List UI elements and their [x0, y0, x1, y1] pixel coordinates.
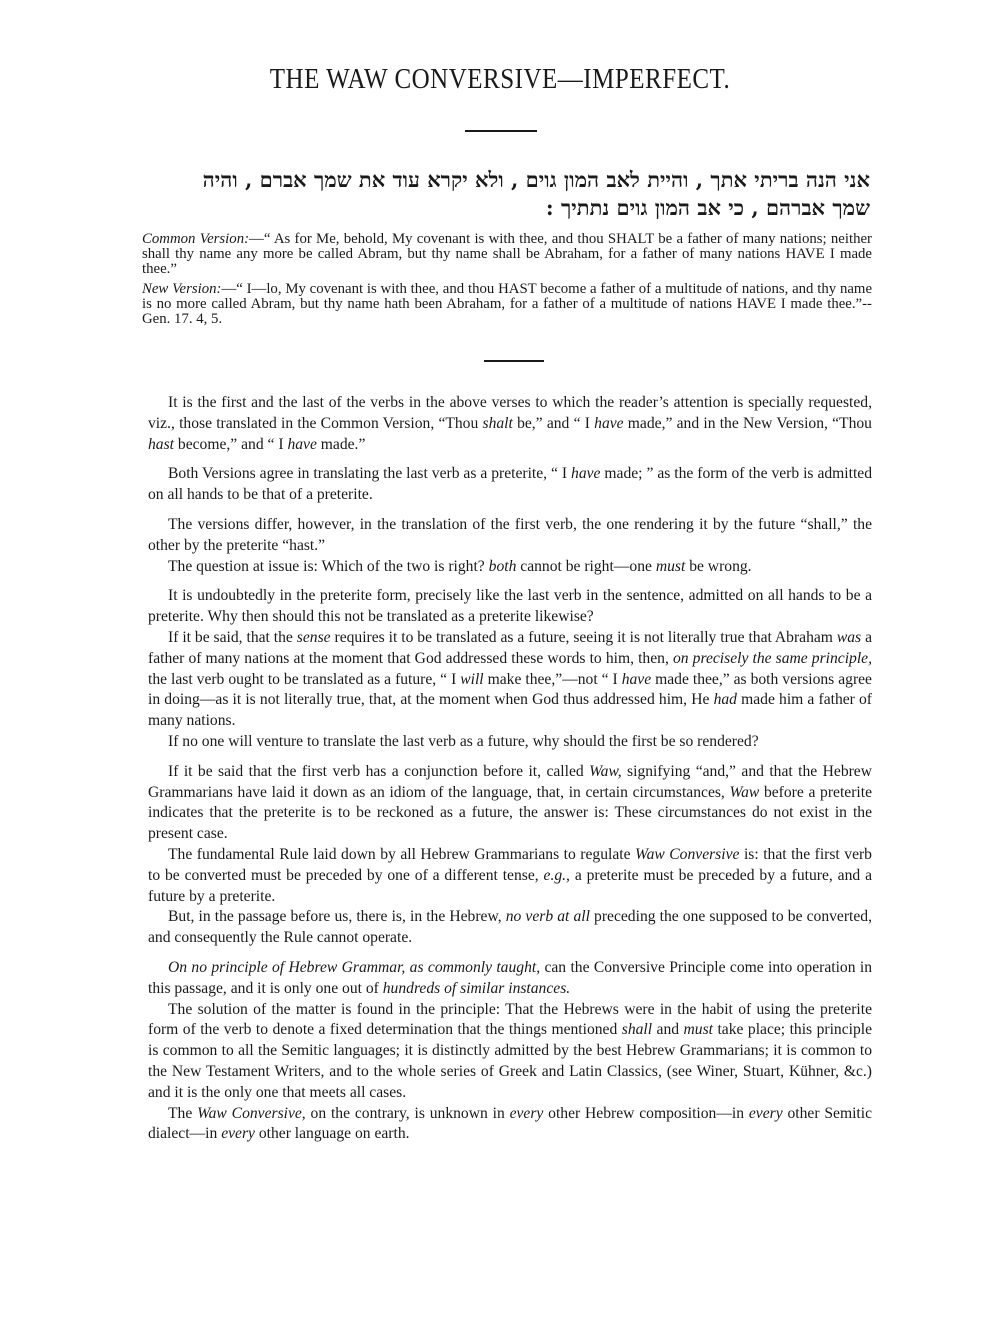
paragraph-5: [148, 586, 872, 628]
new-version-text: —“ I—lo, My covenant is with thee, and thou HAST become a father of a multitude of nations, and thy name is no more called Abram, but thy name hath been Abraham, for a father of a multitude of nations HAVE I made thee.”--Gen. 17. 4, 5.: [142, 281, 873, 327]
paragraph-text: become,” and “ I: [174, 435, 288, 453]
emphasis-text: shalt: [482, 414, 513, 432]
emphasis-text: have: [287, 435, 317, 453]
paragraph-12: [148, 1000, 872, 1104]
paragraph-text: The solution of the matter is found in the principle: That the Hebrews were in the habit of using the preterite form of the verb to denote a fixed determination that the things mentioned: [148, 1000, 872, 1039]
paragraph-text: If it be said, that the: [168, 628, 297, 646]
emphasis-text: no verb at all: [505, 908, 590, 926]
paragraph-text: a father of many nations at the moment that God addressed these words to him, then,: [148, 628, 872, 667]
emphasis-text: hundreds of similar instances.: [382, 979, 571, 997]
paragraph-text: before a preterite indicates that the preterite is to be reckoned as a future, the answer is: These circumstances do not exist in the present case.: [148, 783, 872, 843]
paragraph-text: made him a father of many nations.: [148, 691, 872, 730]
paragraph-text: made; ” as the form of the verb is admitted on all hands to be that of a preterite.: [148, 465, 873, 504]
paragraph-text: signifying “and,” and that the Hebrew Grammarians have laid it down as an idiom of the language, that, in certain circumstances,: [148, 762, 872, 801]
paragraph-1: [148, 393, 872, 455]
paragraph-text: cannot be right—one: [516, 557, 656, 575]
emphasis-text: will: [460, 670, 484, 688]
hebrew-verse-line-1: אני הנה בריתי אתך , והיית לאב המון גוים , ולא יקרא עוד את שמך אברם , והיה: [202, 167, 870, 192]
section-divider: [484, 360, 544, 362]
paragraph-text: and: [652, 1021, 684, 1039]
paragraph-text: But, in the passage before us, there is, in the Hebrew,: [168, 908, 506, 926]
paragraph-6: [148, 628, 872, 732]
emphasis-text: had: [713, 691, 737, 709]
paragraph-text: is: that the first verb to be converted must be preceded by one of a different tense,: [148, 845, 872, 884]
paragraph-text: the last verb ought to be translated as a future, “ I: [148, 670, 461, 688]
title-divider: [465, 130, 537, 132]
paragraph-text: be,” and “ I: [512, 414, 595, 432]
paragraph-13: [148, 1104, 872, 1146]
emphasis-text: Waw Conversive: [635, 845, 740, 863]
common-version-label: Common Version:: [142, 231, 250, 247]
emphasis-text: both: [488, 557, 517, 575]
paragraph-text: other language on earth.: [254, 1125, 410, 1143]
paragraph-text: be wrong.: [685, 557, 752, 575]
paragraph-text: can the Conversive Principle come into operation in this passage, and it is only one out of: [148, 958, 873, 997]
paragraph-11: [148, 958, 872, 1000]
emphasis-text: On no principle of Hebrew Grammar, as commonly taught,: [168, 958, 541, 976]
paragraph-text: on the contrary, is unknown in: [305, 1104, 510, 1122]
emphasis-text: sense: [296, 628, 331, 646]
emphasis-text: have: [594, 414, 624, 432]
paragraph-text: The: [168, 1104, 198, 1122]
paragraph-text: made thee,” as both versions agree in doing—as it is not literally true, that, at the moment when God thus addressed him, He: [148, 670, 872, 709]
hebrew-verse-line-2: שמך אברהם , כי אב המון גוים נתתיך :: [545, 195, 870, 220]
emphasis-text: every: [748, 1104, 783, 1122]
emphasis-text: must: [683, 1021, 713, 1039]
paragraph-3: [148, 515, 872, 557]
new-version-label: New Version:: [142, 281, 222, 297]
paragraph-text: If it be said that the first verb has a conjunction before it, called: [168, 762, 590, 780]
paragraph-text: take place; this principle is common to all the Semitic languages; it is distinctly admitted by the best Hebrew Grammarians; it is common to the New Testament Writers, and to the whole series of Greek and Latin Classics, (see Winer, Stuart, Kühner, &c.) and it is the only one that meets all cases.: [148, 1021, 873, 1101]
emphasis-text: hast: [148, 435, 174, 453]
paragraph-7: [148, 732, 872, 753]
new-version-quote: [142, 282, 872, 327]
paragraph-text: other Semitic dialect—in: [148, 1104, 872, 1143]
paragraph-text: The question at issue is: Which of the two is right?: [168, 557, 489, 575]
emphasis-text: Waw: [729, 783, 760, 801]
emphasis-text: have: [621, 670, 652, 688]
emphasis-text: e.g.,: [543, 866, 570, 884]
commentary-body: [148, 393, 872, 1145]
paragraph-10: [148, 907, 872, 949]
paragraph-text: made,” and in the New Version, “Thou: [623, 414, 872, 432]
emphasis-text: was: [836, 628, 862, 646]
paragraph-4: [148, 557, 872, 578]
paragraph-9: [148, 845, 872, 907]
paragraph-text: It is undoubtedly in the preterite form, precisely like the last verb in the sentence, admitted on all hands to be a preterite. Why then should this not be translated as a preterite likewise?: [148, 587, 872, 626]
page-title: THE WAW CONVERSIVE—IMPERFECT.: [269, 64, 731, 95]
common-version-quote: [142, 232, 872, 277]
paragraph-8: [148, 762, 872, 845]
paragraph-text: Both Versions agree in translating the last verb as a preterite, “ I: [168, 465, 572, 483]
emphasis-text: shall: [621, 1021, 653, 1039]
common-version-text: —“ As for Me, behold, My covenant is with thee, and thou SHALT be a father of many nations; neither shall thy name any more be called Abram, but thy name shall be Abraham, for a father of many nations HAVE I made thee.”: [142, 231, 872, 277]
emphasis-text: Waw,: [589, 762, 622, 780]
paragraph-text: made.”: [316, 435, 366, 453]
paragraph-text: other Hebrew composition—in: [543, 1104, 749, 1122]
emphasis-text: must: [655, 557, 686, 575]
emphasis-text: every: [509, 1104, 544, 1122]
emphasis-text: on precisely the same principle,: [672, 649, 872, 667]
paragraph-text: It is the first and the last of the verbs in the above verses to which the reader’s attention is specially requested, viz., those translated in the Common Version, “Thou: [148, 394, 872, 432]
paragraph-text: The versions differ, however, in the translation of the first verb, the one rendering it by the future “shall,” the other by the preterite “hast.”: [148, 515, 872, 554]
paragraph-2: [148, 464, 872, 506]
emphasis-text: every: [221, 1125, 255, 1143]
paragraph-text: preceding the one supposed to be converted, and consequently the Rule cannot operate.: [148, 908, 872, 947]
paragraph-text: a preterite must be preceded by a future, and a future by a preterite.: [148, 866, 872, 905]
paragraph-text: make thee,”—not “ I: [483, 670, 622, 688]
emphasis-text: have: [571, 465, 601, 483]
emphasis-text: Waw Conversive,: [197, 1104, 306, 1122]
paragraph-text: requires it to be translated as a future, seeing it is not literally true that Abraham: [330, 628, 837, 646]
paragraph-text: The fundamental Rule laid down by all Hebrew Grammarians to regulate: [168, 845, 636, 863]
paragraph-text: If no one will venture to translate the last verb as a future, why should the first be so rendered?: [168, 732, 759, 750]
